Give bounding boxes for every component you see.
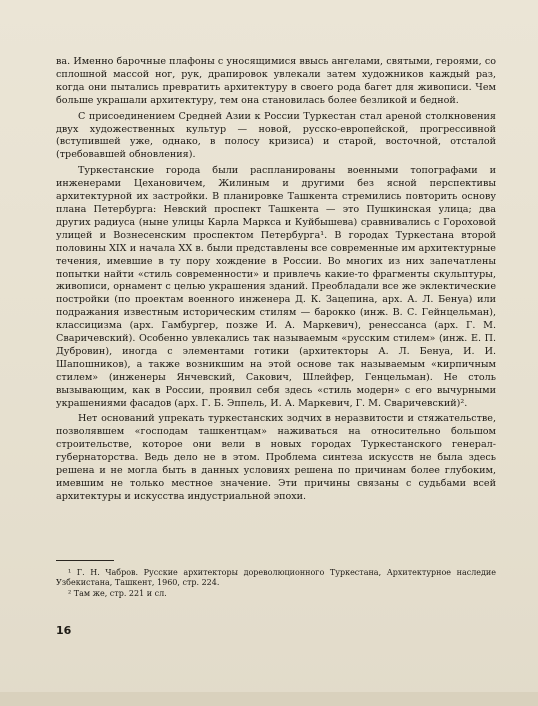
paragraph-3: Туркестанские города были распланированы военными топографами и инженерами Цехановичем, Жилиным и другими без ясной перспективы архитектурной их застройки. В планировке Ташкента стремились повторить основу плана Петербурга: Невский проспект Ташкента — это Пушкинская улица; два других радиуса (ныне улицы Карла Маркса и Куйбышева) сравнивались с Гороховой улицей и Вознесенским проспектом Петербурга¹. В городах Туркестана второй половины XIX и начала XX в. были представлены все современные им архитектурные течения, имевшие в ту пору хождение в России. Во многих из них запечатлены попытки найти «стиль современности» и привлечь какие-то фрагменты скульптуры, живописи, орнамент с целью украшения зданий. Преобладали все же эклектические постройки (по проектам военного инженера Д. К. Зацепина, арх. А. Л. Бенуа) или подражания известным историческим стилям — барокко (инж. В. С. Гейнцельман), классицизма (арх. Гамбургер, позже И. А. Маркевич), ренессанса (арх. Г. М. Сваричевский). Особенно увлекались так называемым «русским стилем» (инж. Е. П. Дубровин), иногда с элементами готики (архитекторы А. Л. Бенуа, И. И. Шапошников), а также возникшим на этой основе так называемым «кирпичным стилем» (инженеры Янчевский, Сакович, Шлейфер, Генцельман). Не столь вызывающим, как в России, проявил себя здесь «стиль модерн» с его вычурными украшениями фасадов (арх. Г. Б. Эппель, И. А. Маркевич, Г. М. Сваричевский)². xyxy=(56,165,496,409)
paragraph-1: ва. Именно барочные плафоны с уносящимися ввысь ангелами, святыми, героями, со сплошной массой ног, рук, драпировок увлекали затем художников каждый раз, когда они пытались превратить архитектуру в своего рода багет для живописи. Чем больше украшали архитектуру, тем она становилась более безликой и бедной. xyxy=(56,56,496,106)
paragraph-2: С присоединением Средней Азии к России Туркестан стал ареной столкновения двух художественных культур — новой, русско-европейской, прогрессивной (вступившей уже, однако, в полосу кризиса) и старой, восточной, отсталой (требовавшей обновления). xyxy=(56,110,496,161)
footnote-1: ¹ Г. Н. Чабров. Русские архитекторы дореволюционного Туркестана, Архитектурное наследие Узбекистана, Ташкент, 1960, стр. 224. xyxy=(56,568,496,588)
paragraph-4: Нет оснований упрекать туркестанских зодчих в неразвитости и стяжательстве, позволявшем «господам ташкентцам» наживаться на относительно большом строительстве, которое они вели в новых городах Туркестанского генерал-губернаторства. Ведь дело не в этом. Проблема синтеза искусств не была здесь решена и не могла быть в данных условиях решена по причинам более глубоким, имевшим не только местное значение. Эти причины связаны с судьбами всей архитектуры и искусства индустриальной эпохи. xyxy=(56,413,496,502)
footnotes xyxy=(56,568,496,599)
main-text xyxy=(56,56,496,504)
page-number: 16 xyxy=(56,624,72,637)
footnote-divider xyxy=(56,560,114,561)
footnote-2: ² Там же, стр. 221 и сл. xyxy=(68,588,167,598)
page-bottom-edge xyxy=(0,692,538,706)
